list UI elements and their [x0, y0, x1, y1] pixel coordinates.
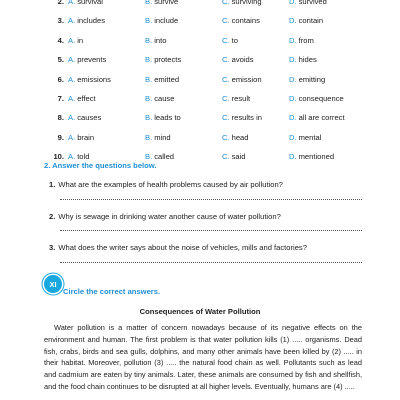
option-text: protects — [154, 55, 182, 65]
option-letter: C. — [222, 113, 230, 123]
passage-text: Water pollution is a matter of concern nowadays because of its negative effects on the environment and human. The first problem is that water pollution kills (1) ..... organisms. Dead fish, crabs, birds and sea gulls, dolphins, and many other animals have been killed by (2) ..... in their habitat. Moreover, pollution (3) ..... the natural food chain as well. Pollutants such as lead and cadmium are eaten by tiny animals. Later, these animals are consumed by fish and shellfish, and the food chain continues to be disrupted at all higher levels. Eventually, humans are (4) ..... — [44, 323, 362, 391]
option-a[interactable] — [68, 113, 101, 122]
option-c[interactable] — [222, 94, 250, 103]
item-number: 7. — [57, 93, 64, 103]
option-text: all are correct — [298, 113, 345, 123]
option-text: prevents — [77, 55, 107, 65]
option-letter: C. — [222, 0, 230, 6]
option-a[interactable] — [68, 36, 83, 45]
option-b[interactable] — [145, 55, 181, 64]
exercise-badge: XI — [44, 275, 62, 293]
option-letter: B. — [145, 74, 153, 84]
option-d[interactable] — [289, 36, 314, 45]
option-text: emitting — [298, 74, 326, 84]
option-d[interactable] — [289, 0, 327, 6]
option-text: avoids — [231, 55, 254, 65]
option-text: to — [231, 35, 238, 45]
option-letter: C. — [222, 93, 230, 103]
option-row — [0, 0, 400, 12]
option-a[interactable] — [68, 152, 89, 161]
option-letter: B. — [145, 35, 153, 45]
option-text: cause — [154, 93, 175, 103]
option-letter: D. — [289, 0, 297, 6]
option-b[interactable] — [145, 133, 171, 142]
option-row — [0, 32, 400, 51]
option-letter: B. — [145, 152, 153, 162]
option-c[interactable] — [222, 16, 260, 25]
option-letter: B. — [145, 16, 153, 26]
option-text: effect — [77, 93, 96, 103]
option-d[interactable] — [289, 75, 325, 84]
option-letter: D. — [289, 35, 297, 45]
option-text: into — [154, 35, 167, 45]
option-text: emitted — [154, 74, 180, 84]
option-text: results in — [231, 113, 262, 123]
option-row — [0, 12, 400, 31]
option-text: head — [231, 132, 249, 142]
option-letter: D. — [289, 16, 297, 26]
option-d[interactable] — [289, 16, 323, 25]
option-letter: A. — [68, 152, 76, 162]
option-b[interactable] — [145, 94, 174, 103]
item-number: 4. — [57, 35, 64, 45]
option-letter: A. — [68, 35, 76, 45]
option-b[interactable] — [145, 75, 179, 84]
answer-line-2[interactable] — [60, 230, 362, 231]
answer-line-1[interactable] — [60, 199, 362, 200]
option-d[interactable] — [289, 55, 317, 64]
answer-line-3[interactable] — [60, 262, 362, 263]
option-letter: C. — [222, 74, 230, 84]
option-text: consequence — [298, 93, 344, 103]
option-letter: C. — [222, 152, 230, 162]
option-b[interactable] — [145, 16, 178, 25]
option-text: mentioned — [298, 152, 335, 162]
option-letter: D. — [289, 132, 297, 142]
option-letter: B. — [145, 55, 153, 65]
option-text: contain — [298, 16, 324, 26]
option-letter: D. — [289, 55, 297, 65]
option-text: includes — [77, 16, 106, 26]
options-list — [0, 0, 400, 168]
option-c[interactable] — [222, 75, 262, 84]
option-letter: B. — [145, 132, 153, 142]
option-c[interactable] — [222, 0, 262, 6]
option-letter: A. — [68, 55, 76, 65]
option-b[interactable] — [145, 36, 166, 45]
option-text: include — [154, 16, 179, 26]
option-d[interactable] — [289, 152, 334, 161]
question-number: 3. — [49, 243, 56, 252]
passage-title: Consequences of Water Pollution — [139, 307, 261, 316]
item-number: 5. — [57, 55, 64, 65]
option-c[interactable] — [222, 36, 238, 45]
option-a[interactable] — [68, 55, 106, 64]
item-number: 6. — [57, 74, 64, 84]
option-letter: B. — [145, 93, 153, 103]
item-number: 2. — [57, 0, 64, 6]
question-number: 1. — [49, 180, 56, 189]
option-text: said — [231, 152, 246, 162]
question-number: 2. — [49, 212, 56, 221]
option-row — [0, 51, 400, 70]
option-letter: C. — [222, 132, 230, 142]
option-text: from — [298, 35, 314, 45]
option-c[interactable] — [222, 133, 249, 142]
option-a[interactable] — [68, 94, 96, 103]
option-text: hides — [298, 55, 317, 65]
option-text: surviving — [231, 0, 262, 6]
option-a[interactable] — [68, 16, 105, 25]
option-text: survival — [77, 0, 103, 6]
option-letter: A. — [68, 93, 76, 103]
option-text: emissions — [77, 74, 111, 84]
option-letter: D. — [289, 74, 297, 84]
option-letter: D. — [289, 93, 297, 103]
option-letter: A. — [68, 113, 76, 123]
option-letter: D. — [289, 113, 297, 123]
item-number: 8. — [57, 113, 64, 123]
option-letter: D. — [289, 152, 297, 162]
question-text: Why is sewage in drinking water another cause of water pollution? — [58, 212, 281, 221]
question-1 — [49, 180, 283, 189]
option-row — [0, 90, 400, 109]
option-a[interactable] — [68, 75, 111, 84]
option-letter: A. — [68, 0, 76, 6]
option-row — [0, 109, 400, 128]
exercise-heading: Circle the correct answers. — [63, 287, 161, 296]
option-c[interactable] — [222, 152, 246, 161]
option-text: told — [77, 152, 90, 162]
item-number: 3. — [57, 16, 64, 26]
option-letter: B. — [145, 0, 153, 6]
option-text: contains — [231, 16, 260, 26]
item-number: 9. — [57, 132, 64, 142]
option-text: mental — [298, 132, 322, 142]
option-a[interactable] — [68, 133, 94, 142]
option-b[interactable] — [145, 152, 174, 161]
option-b[interactable] — [145, 113, 181, 122]
option-text: result — [231, 93, 251, 103]
option-text: brain — [77, 132, 95, 142]
option-text: leads to — [154, 113, 181, 123]
option-text: called — [154, 152, 175, 162]
option-d[interactable] — [289, 94, 344, 103]
item-number: 10. — [53, 152, 64, 162]
option-row — [0, 71, 400, 90]
option-letter: C. — [222, 35, 230, 45]
option-text: survive — [154, 0, 179, 6]
option-letter: B. — [145, 113, 153, 123]
option-letter: C. — [222, 16, 230, 26]
option-text: causes — [77, 113, 102, 123]
option-letter: A. — [68, 74, 76, 84]
option-c[interactable] — [222, 55, 254, 64]
option-text: emission — [231, 74, 262, 84]
option-text: in — [77, 35, 84, 45]
option-a[interactable] — [68, 0, 103, 6]
option-d[interactable] — [289, 133, 321, 142]
question-text: What does the writer says about the noise of vehicles, mills and factories? — [58, 243, 307, 252]
question-2 — [49, 212, 281, 221]
option-text: mind — [154, 132, 171, 142]
question-3 — [49, 243, 307, 252]
option-letter: A. — [68, 16, 76, 26]
question-text: What are the examples of health problems caused by air pollution? — [58, 180, 283, 189]
option-letter: A. — [68, 132, 76, 142]
section-heading: 2. Answer the questions below. — [44, 161, 157, 170]
option-b[interactable] — [145, 0, 178, 6]
option-c[interactable] — [222, 113, 262, 122]
option-letter: C. — [222, 55, 230, 65]
option-d[interactable] — [289, 113, 345, 122]
option-text: survived — [298, 0, 327, 6]
option-row — [0, 129, 400, 148]
